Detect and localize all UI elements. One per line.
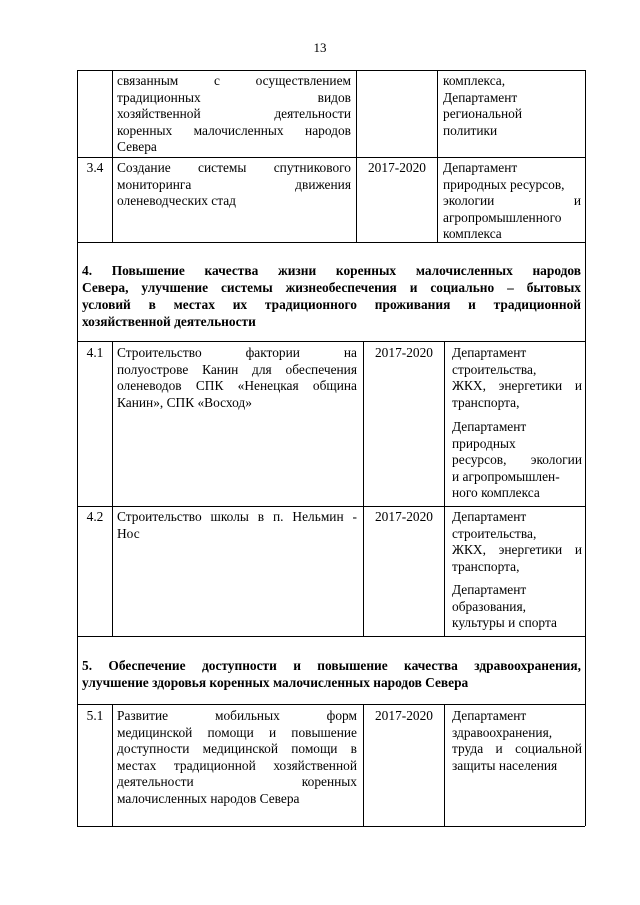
text-line: здравоохранения, (452, 724, 553, 740)
text-line: коренных малочисленных народов (117, 122, 351, 138)
heading-line: 4. Повышение качества жизни коренных малочисленных народов (82, 263, 581, 278)
text-line: ЖКХ, энергетики и (452, 542, 582, 557)
text-line: мониторинга движения (117, 176, 351, 192)
text-line: медицинской помощи и повышение (117, 724, 357, 740)
text-line: Развитие мобильных форм (117, 708, 357, 723)
heading-line: Севера, улучшение системы жизнеобеспечения и социально – бытовых (82, 280, 581, 295)
text-line: комплекса, (443, 73, 506, 88)
row-5-1-text (117, 708, 357, 807)
text-line: комплекса (443, 226, 502, 241)
text-line: Департамент (443, 89, 518, 105)
heading-line: условий в местах их традиционного проживания и традиционной (82, 297, 581, 312)
text-line: Нос (117, 525, 140, 541)
text-line: ного комплекса (452, 485, 540, 500)
row-4-2-text (117, 509, 357, 542)
row-4-1-number: 4.1 (86, 345, 104, 360)
text-line: образования, (452, 598, 526, 614)
text-line: Строительство фактории на (117, 345, 357, 360)
row-3-4-department (443, 160, 581, 243)
text-line: защиты населения (452, 757, 558, 773)
text-line: агропромышленного (443, 209, 562, 225)
row-4-1-text (117, 345, 357, 411)
row-4-2-period: 2017-2020 (374, 509, 434, 524)
text-line: Создание системы спутникового (117, 160, 351, 175)
text-line: оленеводческих стад (117, 193, 236, 208)
row-4-1-period: 2017-2020 (374, 345, 434, 360)
text-line: связанным с осуществлением (117, 73, 351, 88)
row-5-1-department (452, 708, 582, 774)
heading-line: хозяйственной деятельности (82, 314, 256, 329)
page-number: 13 (313, 40, 327, 55)
text-line: деятельности коренных (117, 774, 357, 789)
text-line: полуострове Канин для обеспечения (117, 361, 357, 377)
row-4-2-department-1 (452, 509, 582, 575)
text-line: природных ресурсов, (443, 176, 565, 192)
text-line: транспорта, (452, 558, 520, 574)
text-line: природных (452, 435, 516, 451)
text-line: Департамент (452, 582, 527, 597)
text-line: местах традиционной хозяйственной (117, 757, 357, 773)
text-line: доступности медицинской помощи в (117, 741, 357, 756)
text-line: Департамент (443, 160, 518, 175)
text-line: Департамент (452, 345, 527, 360)
row-4-2-number: 4.2 (86, 509, 104, 524)
text-line: транспорта, (452, 394, 520, 410)
text-line: традиционных видов (117, 89, 351, 105)
text-line: Департамент (452, 708, 527, 723)
text-line: политики (443, 122, 498, 138)
text-line: Строительство школы в п. Нельмин - (117, 509, 357, 524)
text-line: Департамент (452, 419, 527, 434)
text-line: ЖКХ, энергетики и (452, 378, 582, 393)
row-4-1-department-2 (452, 419, 582, 502)
section-5-heading (82, 657, 581, 691)
row-4-2-department-2 (452, 582, 582, 632)
row-4-1-department-1 (452, 345, 582, 411)
text-line: Департамент (452, 509, 527, 524)
text-line: хозяйственной деятельности (117, 106, 351, 121)
heading-line: 5. Обеспечение доступности и повышение качества здравоохранения, (82, 658, 581, 673)
row-3-4-period: 2017-2020 (367, 160, 427, 175)
heading-line: улучшение здоровья коренных малочисленных народов Севера (82, 675, 469, 690)
text-line: Севера (117, 139, 157, 154)
row-3-4-text (117, 160, 351, 210)
text-line: и агропромышлен- (452, 468, 560, 484)
section-4-heading (82, 262, 581, 330)
row-5-1-number: 5.1 (86, 708, 104, 723)
row-3-4-number: 3.4 (86, 160, 104, 175)
text-line: оленеводов СПК «Ненецкая община (117, 378, 357, 393)
text-line: Канин», СПК «Восход» (117, 394, 252, 410)
text-line: малочисленных народов Севера (117, 790, 300, 806)
text-line: экологии и (443, 193, 581, 208)
text-line: культуры и спорта (452, 615, 557, 630)
row-cont-text (117, 73, 351, 156)
text-line: строительства, (452, 361, 537, 377)
text-line: ресурсов, экологии (452, 452, 582, 467)
row-cont-department (443, 73, 581, 139)
row-5-1-period: 2017-2020 (374, 708, 434, 723)
text-line: строительства, (452, 525, 537, 541)
text-line: региональной (443, 106, 523, 121)
text-line: труда и социальной (452, 741, 582, 756)
